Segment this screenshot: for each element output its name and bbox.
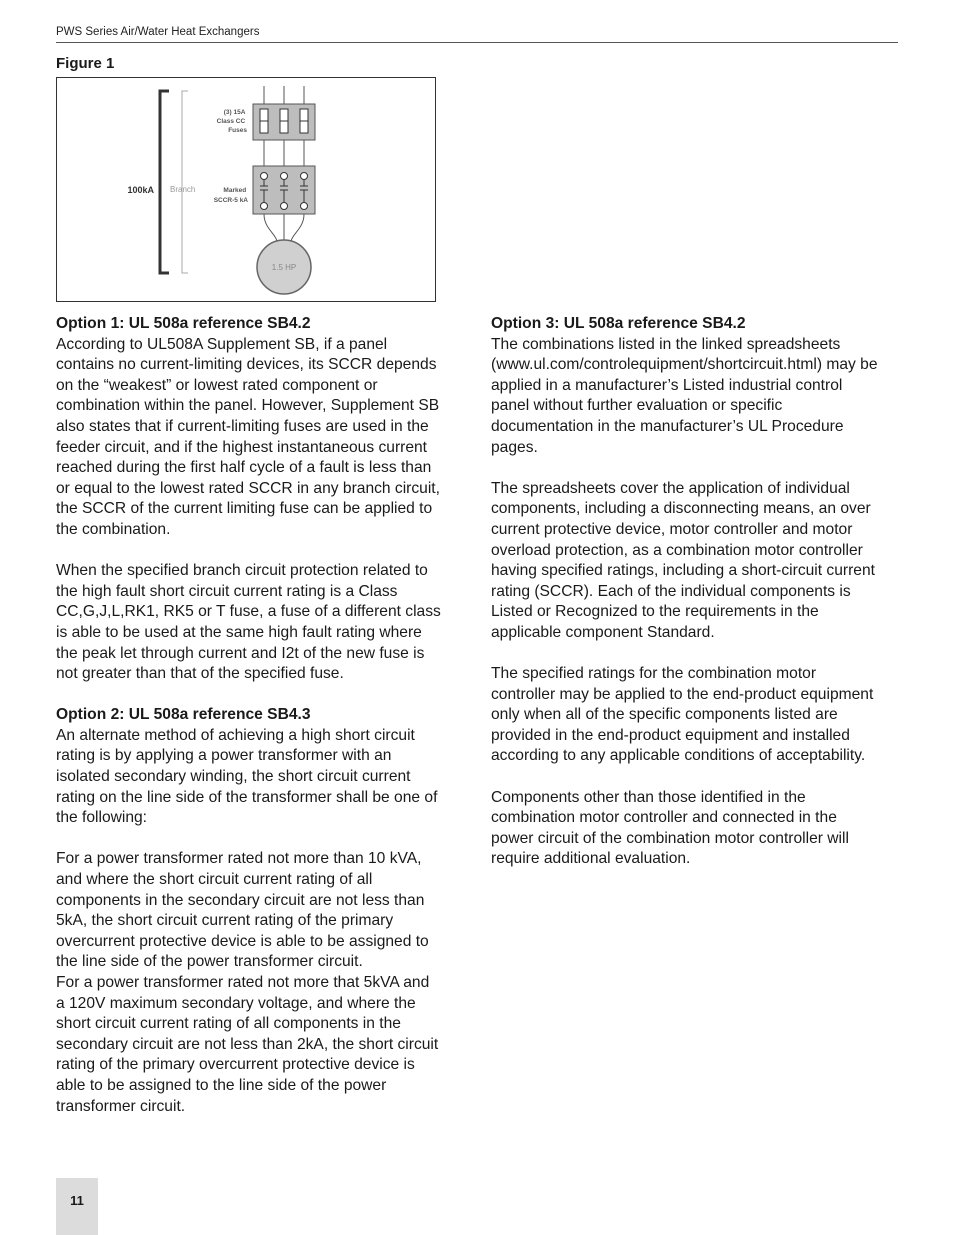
page-number: 11 [70,1193,84,1208]
header-rule [56,42,898,43]
option3-paragraph-4: Components other than those identified in the combination motor controller and connected in the power circuit of the combination motor controller will require additional evaluation. [491,788,849,868]
fuses-label [217,109,248,134]
fuses-label-line2: Class CC [216,118,246,125]
running-header: PWS Series Air/Water Heat Exchangers [56,26,260,38]
option3-heading: Option 3: UL 508a reference SB4.2 [491,315,746,332]
marked-label [214,187,249,204]
marked-label-line2: SCCR-5 kA [213,197,248,204]
label-100ka: 100kA [127,185,154,195]
option2-paragraph-1: An alternate method of achieving a high short circuit rating is by applying a power transformer with an isolated secondary winding, the short circuit current rating on the line side of the transformer shall be one of the following: [56,726,438,827]
fuse-to-controller-lines [264,140,304,166]
figure-caption: Figure 1 [56,55,115,72]
supply-lines [264,86,304,104]
option3-paragraph-2: The spreadsheets cover the application of individual components, including a disconnecting means, an over current protective device, motor controller and motor overload protection, as a combination motor controller having specified ratings, including a short-circuit current rating (SCCR). Each of the individual components is Listed or Recognized to the requirements in the applicable component Standard. [491,479,875,641]
figure-1-diagram [56,77,436,302]
motor-label: 1.5 HP [271,263,297,272]
branch-bracket [182,91,188,273]
100ka-bracket [160,91,169,273]
label-branch: Branch [170,185,196,194]
option3-paragraph-3: The specified ratings for the combination motor controller may be applied to the end-product equipment only when all of the specific components listed are provided in the end-product equipment and installed according to any applicable conditions of acceptability. [491,665,874,765]
fuse-icons [260,109,308,133]
option3-paragraph-1: The combinations listed in the linked spreadsheets (www.ul.com/controlequipment/shortcircuit.html) may be applied in a manufacturer’s Listed industrial control panel without further evaluation or specific documentation in the manufacturer’s UL Procedure pages. [491,335,878,456]
right-column [491,314,881,870]
option2-heading: Option 2: UL 508a reference SB4.3 [56,706,311,724]
motor-wires [264,214,304,241]
circuit-diagram [57,78,435,301]
option1-paragraph-1: According to UL508A Supplement SB, if a panel contains no current-limiting devices, its SCCR depends on the “weakest” or lowest rated component or combination within the panel. However, Supplement SB also states that if current-limiting fuses are used in the feeder circuit, and if the highest instantaneous current reached during the first half cycle of a fault is less than or equal to the lowest rated SCCR in any branch circuit, the SCCR of the current limiting fuse can be applied to the combination. [56,335,440,538]
fuses-label-line3: Fuses [228,127,247,134]
option2-paragraph-2: For a power transformer rated not more than 10 kVA, and where the short circuit current rating of all components in the secondary circuit are not less than 5kA, the short circuit current rating of the primary overcurrent protective device is able to be assigned to the line side of the power transformer circuit. [56,850,429,971]
option1-paragraph-2: When the specified branch circuit protection related to the high fault short circuit current rating is a Class CC,G,J,L,RK1, RK5 or T fuse, a fuse of a different class is able to be used at the same high fault rating where the peak let through current and I2t of the new fuse is not greater than that of the specified fuse. [56,562,441,683]
fuses-label-line1: (3) 15A [223,109,246,116]
marked-label-line1: Marked [223,187,247,194]
option1-heading: Option 1: UL 508a reference SB4.2 [56,315,311,332]
option2-paragraph-3: For a power transformer rated not more that 5kVA and a 120V maximum secondary voltage, and where the short circuit current rating of all components in the secondary circuit are not less than 2kA, the short circuit rating of the primary overcurrent protective device is able to be assigned to the line side of the power transformer circuit. [56,974,439,1115]
page-number-tab [56,1178,98,1235]
left-column [56,314,441,1117]
